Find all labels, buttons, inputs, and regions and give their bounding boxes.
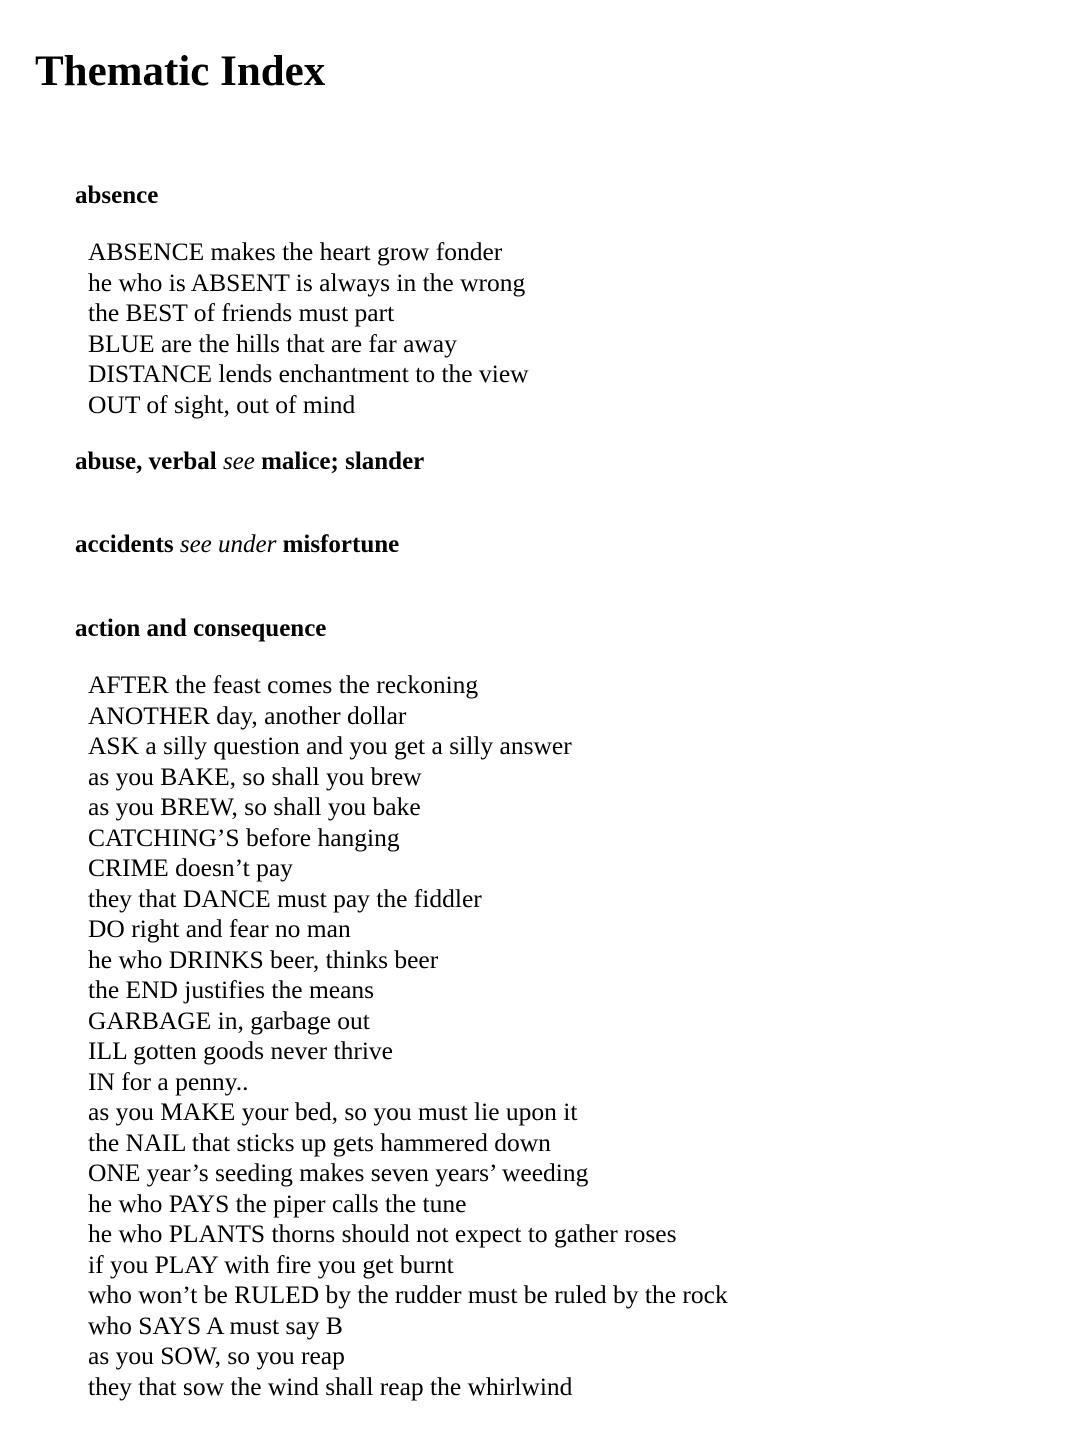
list-item: as you MAKE your bed, so you must lie upon it: [88, 1097, 578, 1126]
entry-list-absence: [88, 237, 529, 420]
heading-term: absence: [75, 182, 159, 209]
list-item: OUT of sight, out of mind: [88, 389, 356, 419]
list-item: BLUE are the hills that are far away: [88, 328, 457, 358]
cross-reference-see: see under: [179, 531, 277, 558]
list-item: IN for a penny..: [88, 1066, 249, 1096]
list-item: CATCHING’S before hanging: [88, 822, 400, 852]
list-item: ANOTHER day, another dollar: [88, 700, 407, 730]
heading-term: accidents: [75, 531, 174, 558]
list-item: he who PAYS the piper calls the tune: [88, 1188, 467, 1218]
list-item: the BEST of friends must part: [88, 298, 395, 327]
list-item: ASK a silly question and you get a silly answer: [88, 731, 572, 760]
cross-reference-see: see: [222, 448, 255, 475]
list-item: he who PLANTS thorns should not expect to gather roses: [88, 1219, 677, 1248]
list-item: as you BREW, so shall you bake: [88, 792, 421, 821]
list-item: the NAIL that sticks up gets hammered down: [88, 1127, 551, 1157]
list-item: CRIME doesn’t pay: [88, 853, 293, 882]
index-heading-accidents: [75, 529, 399, 561]
list-item: who SAYS A must say B: [88, 1310, 343, 1340]
cross-reference-target: malice; slander: [261, 448, 425, 475]
page-title: Thematic Index: [35, 48, 326, 95]
list-item: AFTER the feast comes the reckoning: [88, 670, 479, 699]
list-item: they that sow the wind shall reap the whirlwind: [88, 1371, 573, 1401]
list-item: ONE year’s seeding makes seven years’ weeding: [88, 1158, 589, 1187]
list-item: DO right and fear no man: [88, 914, 351, 943]
index-heading-absence: [75, 180, 158, 212]
list-item: who won’t be RULED by the rudder must be ruled by the rock: [88, 1280, 728, 1309]
index-heading-abuse-verbal: [75, 446, 424, 478]
list-item: if you PLAY with fire you get burnt: [88, 1249, 454, 1279]
list-item: as you BAKE, so shall you brew: [88, 761, 422, 791]
cross-reference-target: misfortune: [282, 531, 400, 558]
list-item: he who DRINKS beer, thinks beer: [88, 944, 439, 974]
index-heading-action-and-consequence: [75, 613, 326, 645]
list-item: as you SOW, so you reap: [88, 1341, 345, 1370]
list-item: GARBAGE in, garbage out: [88, 1005, 370, 1035]
heading-term: abuse, verbal: [75, 448, 217, 475]
list-item: the END justifies the means: [88, 975, 375, 1004]
list-item: DISTANCE lends enchantment to the view: [88, 359, 529, 388]
list-item: ILL gotten goods never thrive: [88, 1036, 393, 1065]
list-item: he who is ABSENT is always in the wrong: [88, 267, 526, 297]
list-item: they that DANCE must pay the fiddler: [88, 883, 482, 913]
entry-list-action-and-consequence: [88, 670, 728, 1402]
list-item: ABSENCE makes the heart grow fonder: [88, 237, 503, 266]
heading-term: action and consequence: [75, 615, 327, 642]
